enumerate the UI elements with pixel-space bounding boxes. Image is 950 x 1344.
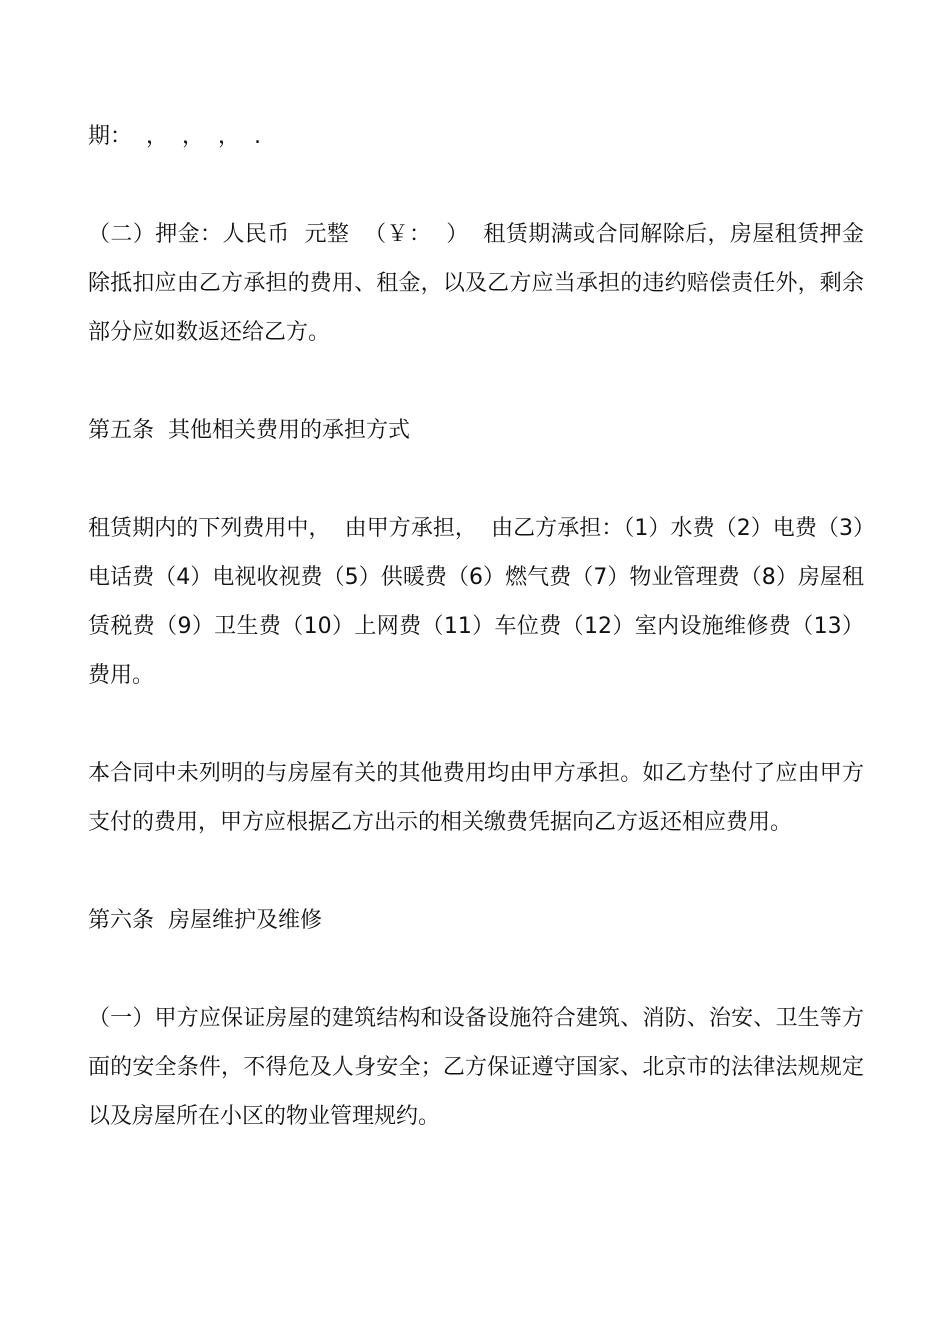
document-page <box>88 112 878 1141</box>
paragraph-deposit: （二）押金：人民币 元整 （￥： ） 租赁期满或合同解除后，房屋租赁押金除抵扣应由乙方承担的费用、租金，以及乙方应当承担的违约赔偿责任外，剩余部分应如数返还给乙方。 <box>88 222 864 345</box>
paragraph-fees-list: 租赁期内的下列费用中， 由甲方承担， 由乙方承担：（1）水费（2）电费（3）电话费（4）电视收视费（5）供暖费（6）燃气费（7）物业管理费（8）房屋租赁税费（9）卫生费（10）上网费（11）车位费（12）室内设施维修费（13） 费用。 <box>88 516 878 688</box>
paragraph-term-date: 期： ， ， ， . <box>88 124 261 149</box>
paragraph-other-fees: 本合同中未列明的与房屋有关的其他费用均由甲方承担。如乙方垫付了应由甲方支付的费用，甲方应根据乙方出示的相关缴费凭据向乙方返还相应费用。 <box>88 761 864 835</box>
paragraph-maintenance: （一）甲方应保证房屋的建筑结构和设备设施符合建筑、消防、治安、卫生等方面的安全条件，不得危及人身安全；乙方保证遵守国家、北京市的法律法规规定以及房屋所在小区的物业管理规约。 <box>88 1006 864 1129</box>
heading-article-6: 第六条 房屋维护及维修 <box>88 908 322 933</box>
heading-article-5: 第五条 其他相关费用的承担方式 <box>88 418 410 443</box>
